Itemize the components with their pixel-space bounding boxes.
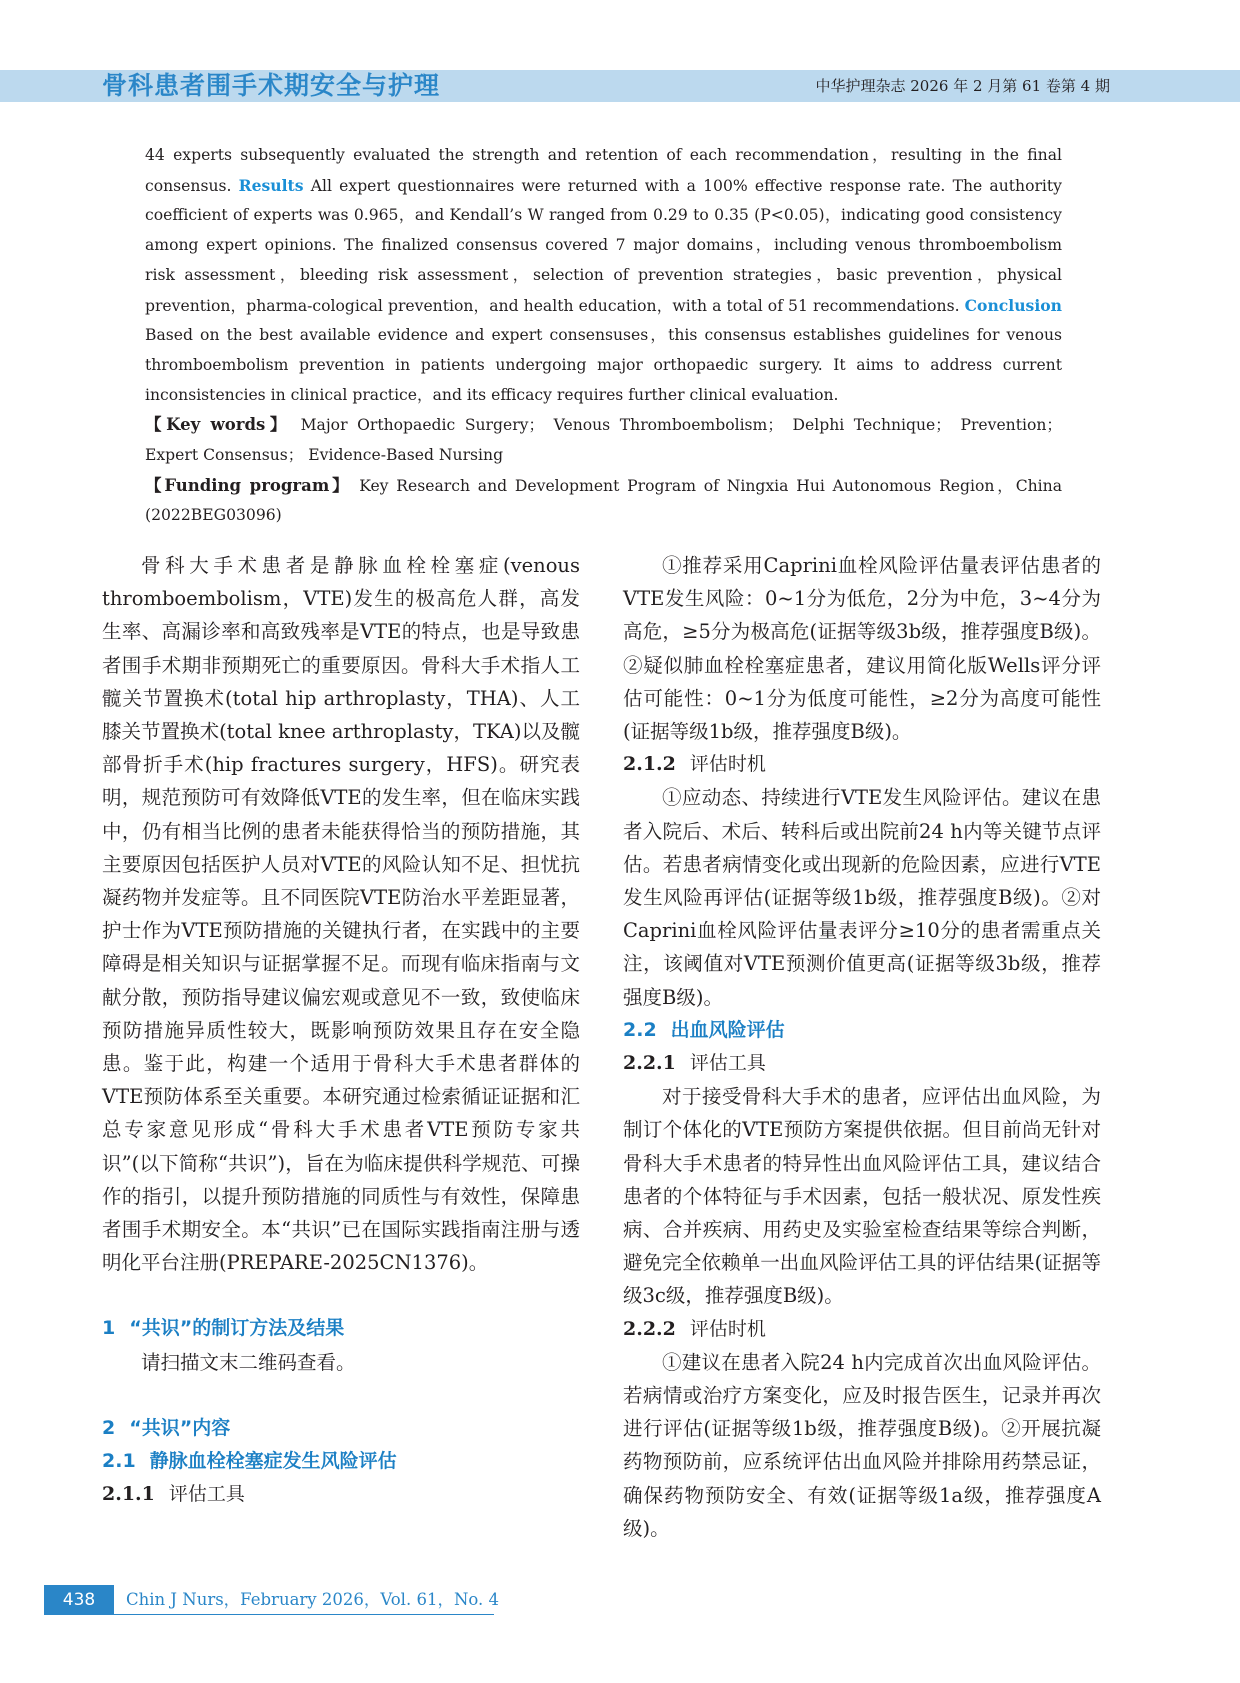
funding-label: 【Funding program】: [145, 475, 352, 495]
abstract-body: [145, 141, 1062, 410]
paragraph-2-2-1: 对于接受骨科大手术的患者，应评估出血风险，为制订个体化的VTE预防方案提供依据。但目前尚无针对骨科大手术患者的特异性出血风险评估工具，建议结合患者的个体特征与手术因素，包括一般状况、原发性疾病、合并疾病、用药史及实验室检查结果等综合判断，避免完全依赖单一出血风险评估工具的评估结果(证据等级3c级，推荐强度B级)。: [623, 1085, 1101, 1308]
keywords-text: Major Orthopaedic Surgery； Venous Thromboembolism； Delphi Technique； Prevention； Expert Consensus； Evidence-Based Nursing: [145, 416, 1062, 465]
paragraph-2-1-1: ①推荐采用Caprini血栓风险评估量表评估患者的VTE发生风险：0~1分为低危，2分为中危，3~4分为高危，≥5分为极高危(证据等级3b级，推荐强度B级)。②疑似肺血栓栓塞症患者，建议用简化版Wells评分评估可能性：0~1分为低度可能性，≥2分为高度可能性(证据等级1b级，推荐强度B级)。: [623, 554, 1101, 744]
header-citation: 中华护理杂志 2026 年 2 月第 61 卷第 4 期: [815, 77, 1110, 95]
section-1-text: 请扫描文末二维码查看。: [141, 1350, 356, 1374]
abstract: [145, 141, 1062, 531]
page-number: 438: [44, 1585, 114, 1615]
section-2-1-1-number: 2.1.1: [102, 1483, 155, 1506]
section-title: 骨科患者围手术期安全与护理: [102, 71, 441, 100]
section-2-title: “共识”内容: [129, 1416, 231, 1439]
paragraph-2-1-2: ①应动态、持续进行VTE发生风险评估。建议在患者入院后、术后、转科后或出院前24 h内等关键节点评估。若患者病情变化或出现新的危险因素，应进行VTE发生风险再评估(证据等级1b级，推荐强度B级)。②对Caprini血栓风险评估量表评分≥10分的患者需重点关注，该阈值对VTE预测价值更高(证据等级3b级，推荐强度B级)。: [623, 786, 1101, 1009]
section-2-2-2-heading: [623, 1313, 1101, 1346]
keywords: [145, 410, 1062, 470]
section-2-1-number: 2.1: [102, 1450, 136, 1473]
funding: [145, 471, 1062, 531]
section-1-number: 1: [102, 1317, 116, 1340]
abstract-methods-end: 44 experts subsequently evaluated the strength and retention of each recommendation，resulting in the final consensus.: [145, 146, 1062, 195]
section-1-heading: [102, 1312, 580, 1345]
section-2-1-heading: [102, 1445, 580, 1478]
section-2-1-1-heading: [102, 1478, 580, 1511]
section-2-1-1-title: 评估工具: [168, 1483, 245, 1506]
keywords-label: 【Key words】: [145, 415, 292, 435]
section-2-2-1-title: 评估工具: [689, 1052, 766, 1075]
section-2-2-1-heading: [623, 1047, 1101, 1080]
section-2-2-1-number: 2.2.1: [623, 1052, 676, 1075]
section-2-number: 2: [102, 1416, 116, 1439]
results-text: All expert questionnaires were returned with a 100% effective response rate. The authority coefficient of experts was 0.965，and Kendall’s W ranged from 0.29 to 0.35 (P<0.05)，indicating good consistency among expert opinions. The finalized consensus covered 7 major domains，including venous thromboembolism risk assessment，bleeding risk assessment，selection of prevention strategies，basic prevention，physical prevention，pharma-cological prevention，and health education，with a total of 51 recommendations.: [145, 176, 1062, 315]
intro-paragraph: 骨科大手术患者是静脉血栓栓塞症(venous thromboembolism，VTE)发生的极高危人群，高发生率、高漏诊率和高致残率是VTE的特点，也是导致患者围手术期非预期死亡的重要原因。骨科大手术指人工髋关节置换术(total hip arthroplasty，THA)、人工膝关节置换术(total knee arthroplasty，TKA)以及髋部骨折手术(hip fractures surgery，HFS)。研究表明，规范预防可有效降低VTE的发生率，但在临床实践中，仍有相当比例的患者未能获得恰当的预防措施，其主要原因包括医护人员对VTE的风险认知不足、担忧抗凝药物并发症等。且不同医院VTE防治水平差距显著，护士作为VTE预防措施的关键执行者，在实践中的主要障碍是相关知识与证据掌握不足。而现有临床指南与文献分散，预防指导建议偏宏观或意见不一致，致使临床预防措施异质性较大，既影响预防效果且存在安全隐患。鉴于此，构建一个适用于骨科大手术患者群体的VTE预防体系至关重要。本研究通过检索循证证据和汇总专家意见形成“骨科大手术患者VTE预防专家共识”(以下简称“共识”)，旨在为临床提供科学规范、可操作的指引，以提升预防措施的同质性与有效性，保障患者围手术期安全。本“共识”已在国际实践指南注册与透明化平台注册(PREPARE-2025CN1376)。: [102, 554, 580, 1275]
section-2-2-heading: [623, 1014, 1101, 1047]
footer-citation: Chin J Nurs，February 2026，Vol. 61，No. 4: [126, 1590, 500, 1609]
section-1-title: “共识”的制订方法及结果: [129, 1317, 345, 1340]
section-2-2-title: 出血风险评估: [670, 1018, 785, 1041]
section-2-1-2-title: 评估时机: [689, 753, 766, 776]
section-2-2-2-number: 2.2.2: [623, 1317, 676, 1340]
right-column: [623, 549, 1101, 1545]
section-2-1-2-number: 2.1.2: [623, 753, 676, 776]
conclusion-label: Conclusion: [964, 295, 1062, 315]
section-2-heading: [102, 1412, 580, 1445]
funding-text: Key Research and Development Program of Ningxia Hui Autonomous Region，China (2022BEG03096): [145, 476, 1062, 525]
conclusion-text: Based on the best available evidence and expert consensuses，this consensus establishes guidelines for venous thromboembolism prevention in patients undergoing major orthopaedic surgery. It aims to address current inconsistencies in clinical practice，and its efficacy requires further clinical evaluation.: [145, 326, 1062, 404]
paragraph-2-2-2: ①建议在患者入院24 h内完成首次出血风险评估。若病情或治疗方案变化，应及时报告医生，记录并再次进行评估(证据等级1b级，推荐强度B级)。②开展抗凝药物预防前，应系统评估出血风险并排除用药禁忌证，确保药物预防安全、有效(证据等级1a级，推荐强度A级)。: [623, 1350, 1101, 1540]
footer-rule: [114, 1614, 494, 1615]
section-2-2-2-title: 评估时机: [689, 1317, 766, 1340]
section-2-1-title: 静脉血栓栓塞症发生风险评估: [149, 1450, 397, 1473]
left-column: [102, 549, 580, 1511]
section-2-1-2-heading: [623, 748, 1101, 781]
section-2-2-number: 2.2: [623, 1018, 657, 1041]
results-label: Results: [238, 175, 304, 195]
